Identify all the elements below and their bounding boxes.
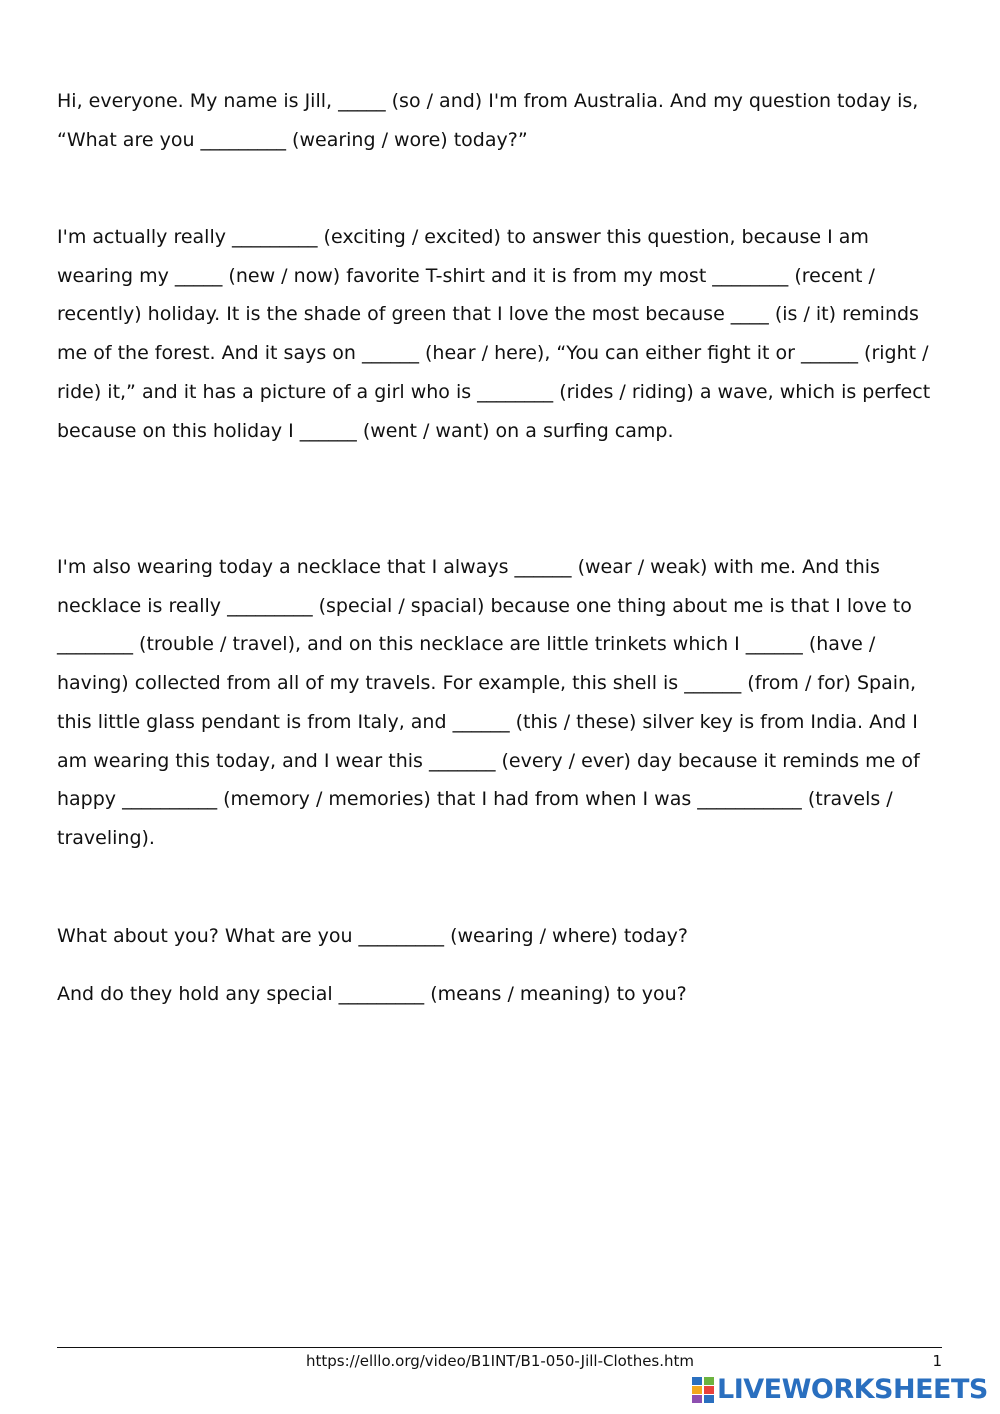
paragraph-tshirt: I'm actually really _________ (exciting / excited) to answer this question, because I am wearing my _____ (new / now) favorite T-shirt and it is from my most ________ (recent / recently) holiday. It is the shade of green that I love the most because ____ (is / it) reminds me of the forest. And it says on ______ (hear / here), “You can either fight it or ______ (right / ride) it,” and it has a picture of a girl who is ________ (rides / riding) a wave, which is perfect because on this holiday I ______ (went / want) on a surfing camp. — [57, 226, 937, 442]
footer-source-url: https://elllo.org/video/B1INT/B1-050-Jill-Clothes.htm — [305, 1352, 695, 1370]
question-meaning: And do they hold any special _________ (means / meaning) to you? — [57, 983, 687, 1005]
liveworksheets-logo-icon — [692, 1377, 714, 1403]
page-number: 1 — [932, 1352, 942, 1370]
question-wearing: What about you? What are you _________ (wearing / where) today? — [57, 925, 688, 947]
paragraph-necklace: I'm also wearing today a necklace that I always ______ (wear / weak) with me. And this necklace is really _________ (special / spacial) because one thing about me is that I love to ________ (trouble / travel), and on this necklace are little trinkets which I ______ (have / having) collected from all of my travels. For example, this shell is ______ (from / for) Spain, this little glass pendant is from Italy, and ______ (this / these) silver key is from India. And I am wearing this today, and I wear this _______ (every / ever) day because it reminds me of happy __________ (memory / memories) that I had from when I was ___________ (travels / traveling). — [57, 556, 926, 849]
paragraph-intro: Hi, everyone. My name is Jill, _____ (so / and) I'm from Australia. And my question today is, “What are you _________ (wearing / wore) today?” — [57, 90, 925, 151]
liveworksheets-logo-text: LIVEWORKSHEETS — [717, 1374, 988, 1405]
footer-divider — [57, 1347, 942, 1348]
liveworksheets-logo — [692, 1374, 988, 1406]
